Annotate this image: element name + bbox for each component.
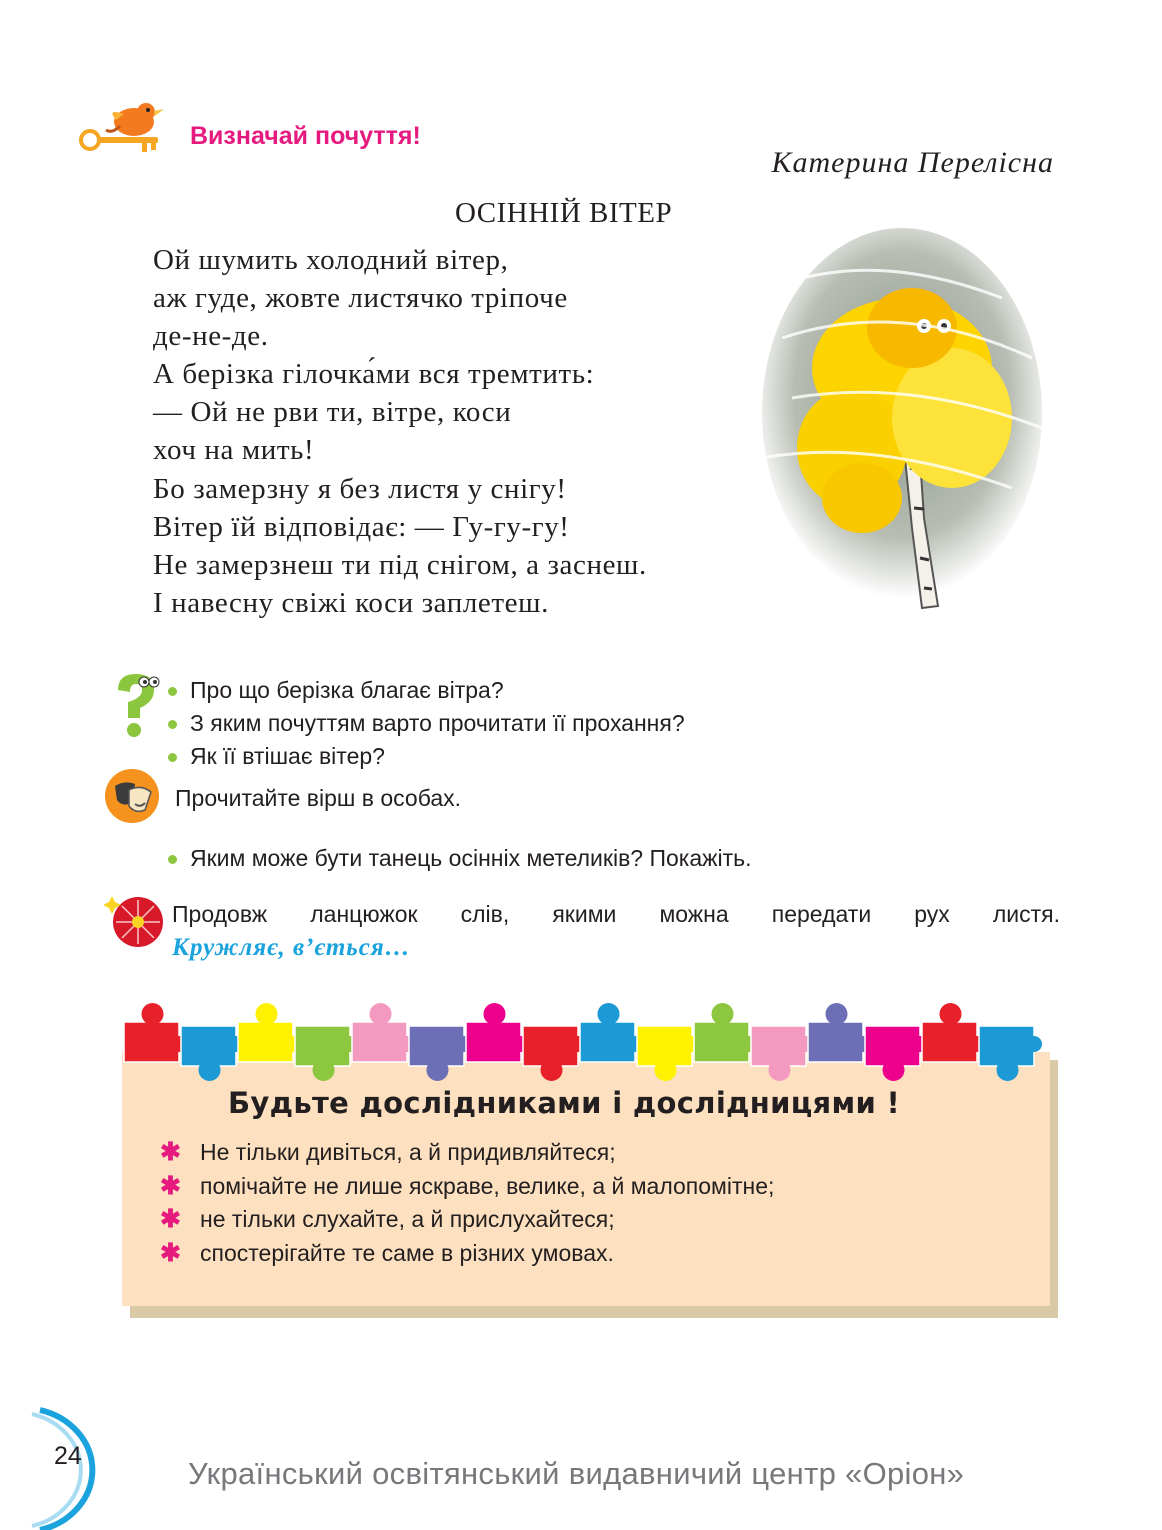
puzzle-piece bbox=[523, 1026, 586, 1081]
poem-line: А берізка гілочка́ми вся тремтить: bbox=[153, 358, 595, 391]
puzzle-piece bbox=[694, 1003, 757, 1062]
read-by-roles-task: Прочитайте вірш в особах. bbox=[175, 785, 462, 811]
list-item bbox=[160, 707, 685, 740]
bullet-icon bbox=[168, 687, 177, 696]
poem-line: Бо замерзну я без листя у снігу! bbox=[153, 472, 567, 505]
list-item bbox=[160, 1203, 774, 1237]
question-mark-icon bbox=[110, 672, 162, 738]
list-item bbox=[160, 1237, 774, 1271]
poem-line: Не замерзнеш ти під снігом, а заснеш. bbox=[153, 548, 647, 581]
list-item bbox=[160, 740, 685, 773]
puzzle-piece bbox=[580, 1003, 643, 1062]
list-item bbox=[160, 1170, 774, 1204]
puzzle-border bbox=[120, 1000, 1050, 1082]
asterisk-icon: ✱ bbox=[160, 1171, 181, 1200]
bird-on-key-icon bbox=[76, 100, 168, 156]
rule-text: Не тільки дивіться, а й придивляйтеся; bbox=[200, 1139, 616, 1165]
dance-question: Яким може бути танець осінніх метеликів? Покажіть. bbox=[190, 845, 752, 871]
poem-line: Вітер їй відповідає: — Гу-гу-гу! bbox=[153, 510, 570, 543]
birch-tree-in-wind-illustration bbox=[752, 228, 1048, 618]
ornament-ball-icon bbox=[104, 888, 168, 950]
rule-text: помічайте не лише яскраве, велике, а й малопомітне; bbox=[200, 1172, 775, 1199]
question-text: Як її втішає вітер? bbox=[190, 743, 385, 769]
puzzle-piece bbox=[124, 1003, 187, 1062]
puzzle-piece bbox=[922, 1003, 985, 1062]
poem-line: де-не-де. bbox=[153, 320, 269, 353]
puzzle-piece bbox=[637, 1026, 700, 1081]
poem-title: ОСІННІЙ ВІТЕР bbox=[455, 197, 673, 229]
puzzle-piece bbox=[409, 1026, 472, 1081]
tip-title: Визначай почуття! bbox=[190, 122, 421, 150]
poem-line: Ой шумить холодний вітер, bbox=[153, 244, 509, 276]
question-text: Про що берізка благає вітра? bbox=[190, 677, 504, 703]
puzzle-piece bbox=[352, 1003, 415, 1062]
puzzle-piece bbox=[238, 1003, 301, 1062]
bullet-icon bbox=[168, 753, 177, 762]
asterisk-icon: ✱ bbox=[160, 1138, 181, 1166]
puzzle-piece bbox=[295, 1026, 358, 1081]
rule-text: не тільки слухайте, а й прислухайтеся; bbox=[200, 1206, 615, 1232]
list-item bbox=[160, 842, 1162, 875]
list-item bbox=[160, 674, 685, 707]
asterisk-icon: ✱ bbox=[160, 1205, 181, 1233]
puzzle-piece bbox=[751, 1026, 814, 1081]
theatre-masks-icon bbox=[103, 768, 161, 824]
bullet-icon bbox=[168, 720, 177, 729]
question-text: З яким почуттям варто прочитати її прохання? bbox=[190, 710, 685, 736]
puzzle-piece bbox=[808, 1003, 871, 1062]
poem-author: Катерина Перелісна bbox=[771, 146, 1054, 179]
word-chain-task: Продовж ланцюжок слів, якими можна передати рух листя. bbox=[172, 901, 1060, 927]
poem-line: І навесну свіжі коси заплетеш. bbox=[153, 586, 549, 619]
puzzle-piece bbox=[466, 1003, 529, 1062]
asterisk-icon: ✱ bbox=[160, 1238, 181, 1267]
puzzle-piece bbox=[979, 1026, 1042, 1081]
poem-text bbox=[153, 241, 647, 622]
rule-text: спостерігайте те саме в різних умовах. bbox=[200, 1239, 614, 1266]
poem-line: хоч на мить! bbox=[153, 434, 315, 467]
questions-list bbox=[160, 674, 685, 773]
page-number: 24 bbox=[54, 1442, 82, 1470]
puzzle-piece bbox=[865, 1026, 928, 1081]
puzzle-piece bbox=[181, 1026, 244, 1081]
publisher-name: Український освітянський видавничий центр «Оріон» bbox=[188, 1456, 965, 1491]
research-title: Будьте дослідниками і дослідницями ! bbox=[228, 1086, 900, 1120]
poem-line: — Ой не рви ти, вітре, коси bbox=[153, 396, 512, 429]
research-rules-list bbox=[160, 1136, 774, 1270]
bullet-icon bbox=[168, 855, 177, 864]
list-item bbox=[160, 1136, 774, 1170]
word-chain-example: Кружляє, в’ється… bbox=[172, 934, 411, 961]
poem-line: аж гуде, жовте листячко тріпоче bbox=[153, 282, 568, 315]
